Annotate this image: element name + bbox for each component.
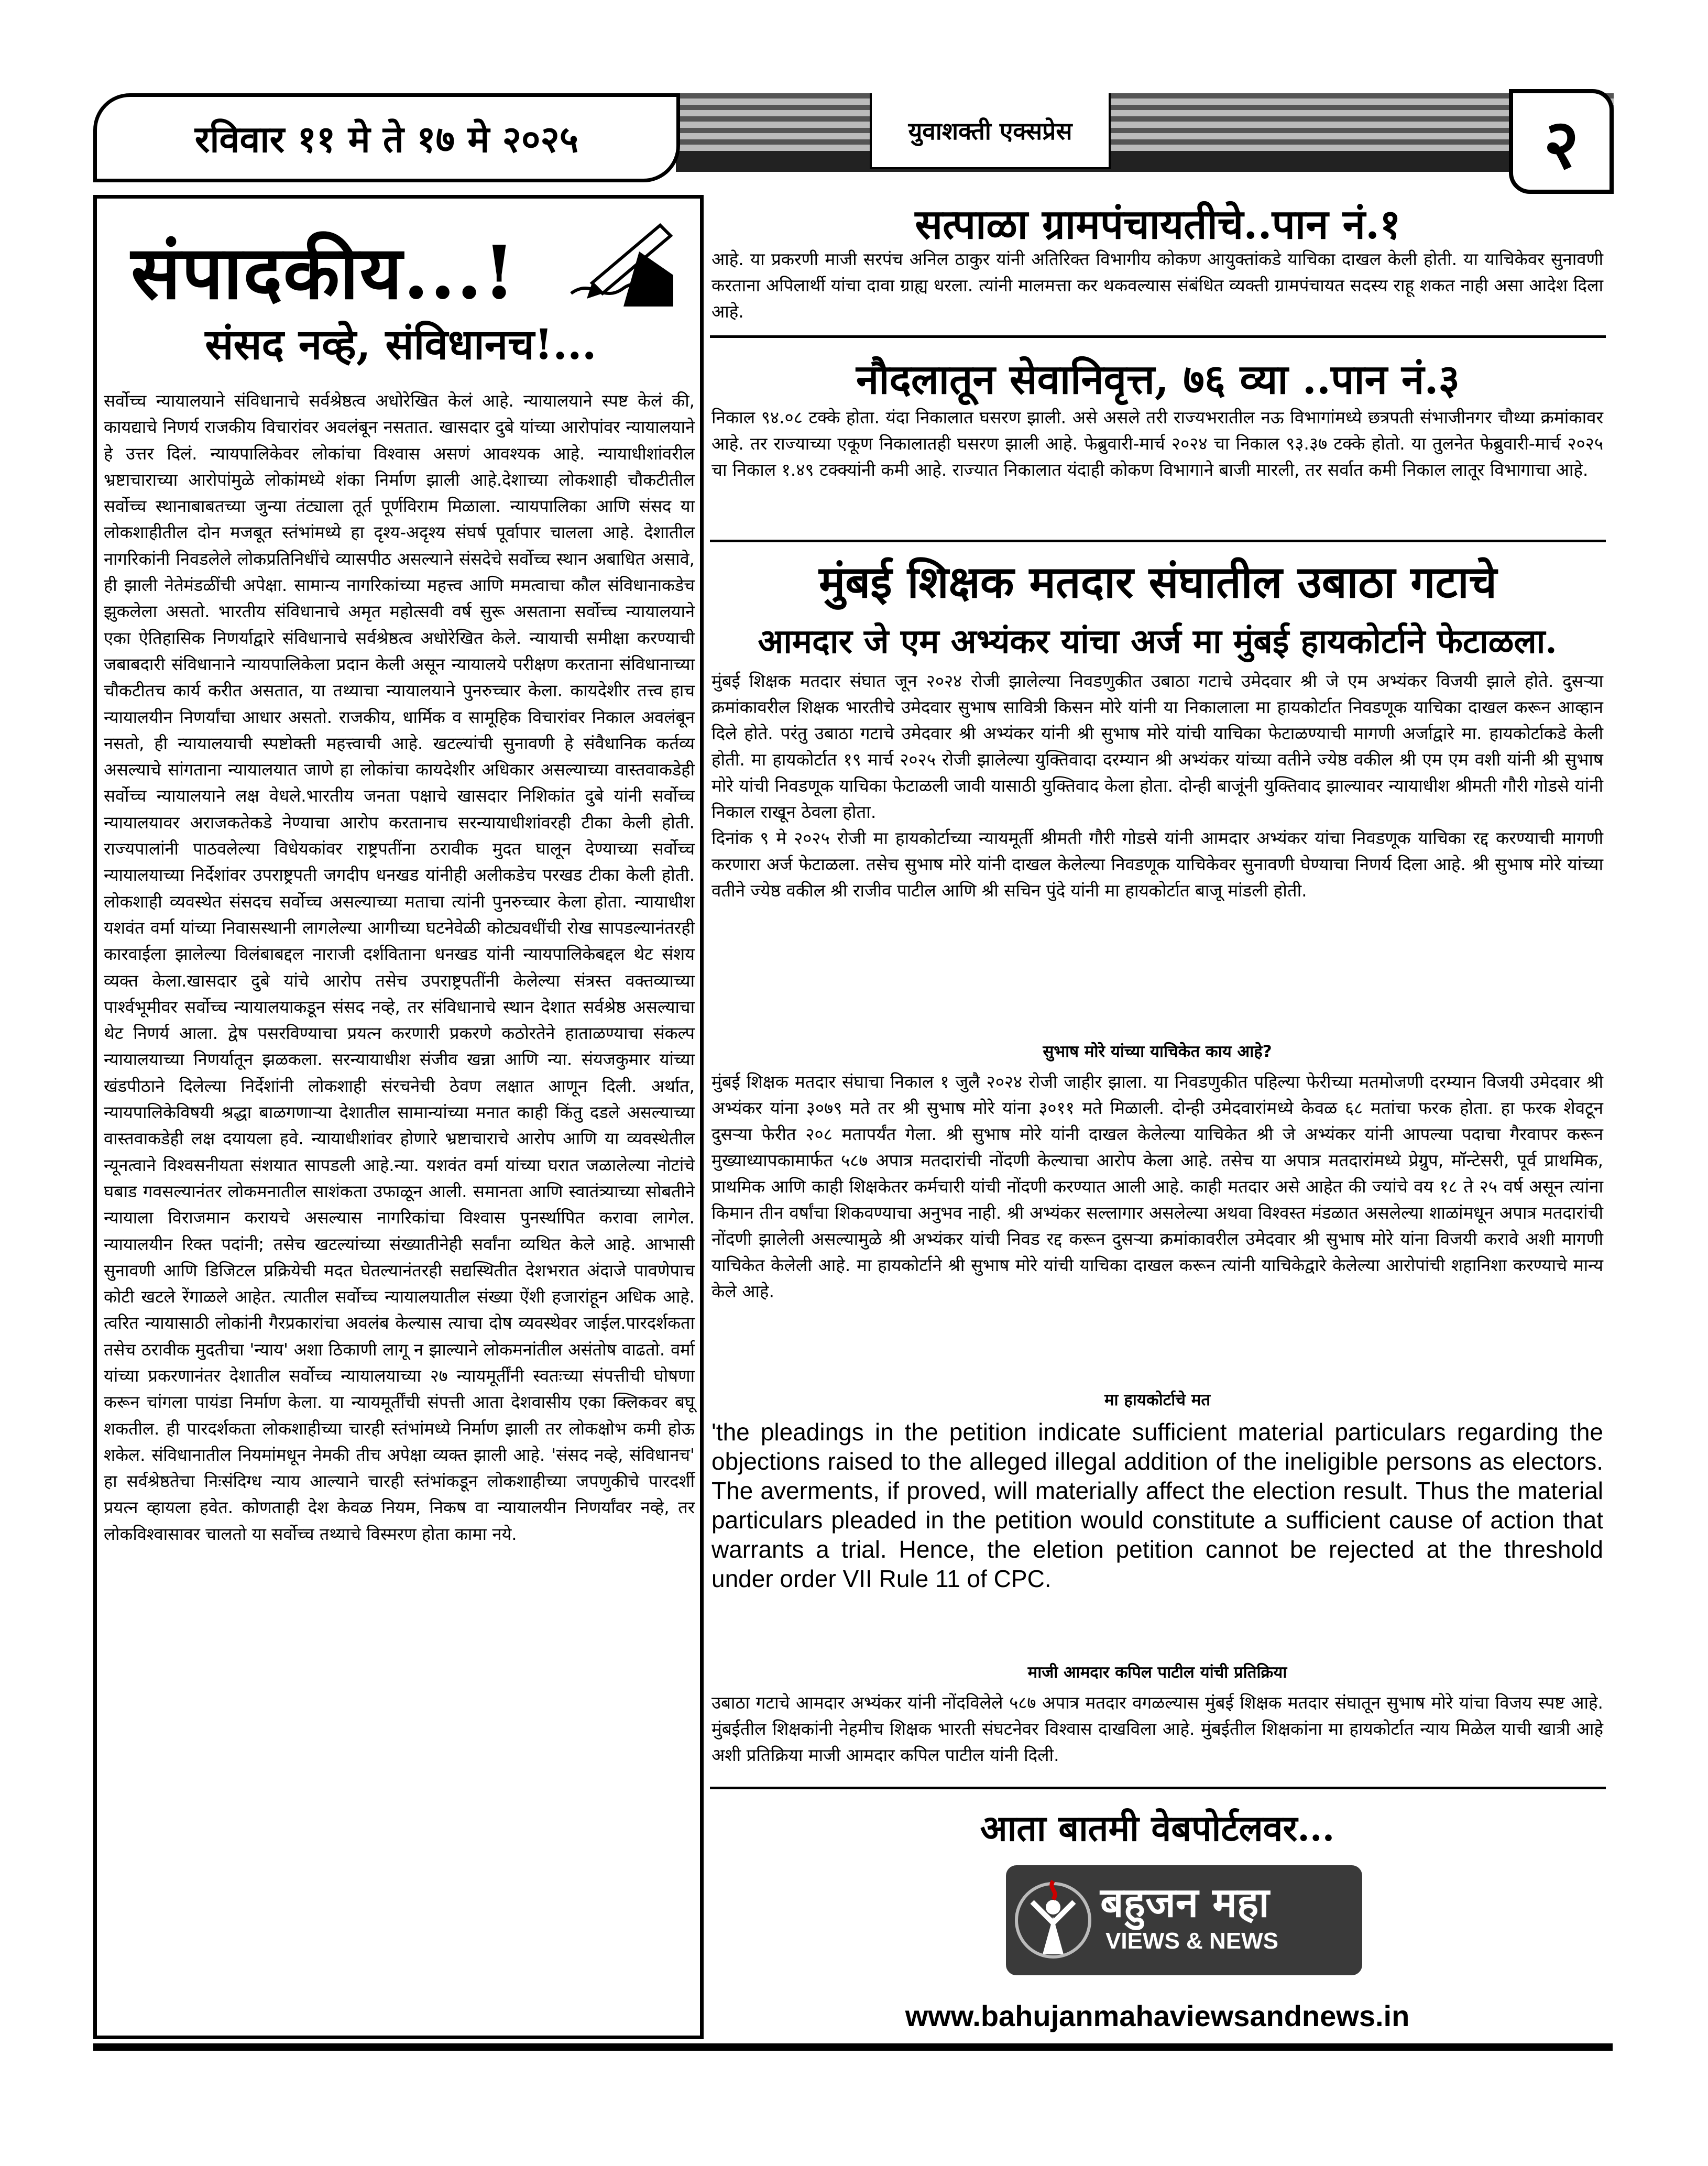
masthead-logo [870,93,1111,169]
divider [710,1787,1606,1789]
story3-paragraph: मुंबई शिक्षक मतदार संघाचा निकाल १ जुलै २०२४ रोजी जाहीर झाला. या निवडणुकीत पहिल्या फेरीच्या मतमोजणी दरम्यान विजयी उमेदवार श्री अभ्यंकर यांना ३०७९ मते तर श्री सुभाष मोरे यांना ३०११ मते मिळाली. दोन्ही उमेदवारांमध्ये केवळ ६८ मतांचा फरक होता. हा फरक शेवटून दुसऱ्या फेरीत २०८ मतापर्यंत गेला. श्री सुभाष मोरे यांनी दाखल केलेल्या याचिकेत श्री जे अभ्यंकर यांनी आपल्या पदाचा गैरवापर करून मुख्याध्यापकामार्फत ५८७ अपात्र मतदारांची नोंदणी केल्याचा आरोप केला आहे. तसेच या अपात्र मतदारांमध्ये प्रेग्रुप, मॉन्टेसरी, पूर्व प्राथमिक, प्राथमिक आणि काही शिक्षकेतर कर्मचारी यांची नोंदणी करण्यात आली आहे. काही मतदार असे आहेत की ज्यांचे वय १८ ते २५ वर्ष असून त्यांना किमान तीन वर्षांचा शिकवण्याचा अनुभव नाही. श्री अभ्यंकर सल्लागार असलेल्या अथवा विश्वस्त मंडळात असलेल्या शाळांमधून अपात्र मतदारांची नोंदणी झालेली असल्यामुळे श्री अभ्यंकर यांची निवड रद्द करून दुसऱ्या क्रमांकावरील उमेदवार श्री सुभाष मोरे यांना विजयी करावे अशी मागणी याचिकेत केलेली आहे. मा हायकोर्टाने श्री सुभाष मोरे यांची याचिका दाखल करून त्यांनी याचिकेद्वारे केलेल्या आरोपांची शहानिशा करण्याचे मान्य केले आहे. [711,1071,1603,1301]
story3-subtitle: आमदार जे एम अभ्यंकर यांचा अर्ज मा मुंबई हायकोर्टाने फेटाळला. [758,622,1557,661]
story1-title: सत्पाळा ग्रामपंचायतीचे..पान नं.१ [915,201,1401,248]
brand-tagline: VIEWS & NEWS [1105,1928,1279,1954]
date-box [93,93,680,182]
court-quote: 'the pleadings in the petition indicate sufficient material particulars regarding the objections raised to the alleged illegal addition of the ineligible persons as electors. The averments, if proved, will materially affect the election result. Thus the material particulars pleaded in the petition would constitute a sufficient cause of action that warrants a trial. Hence, the eletion petition cannot be rejected at the threshold under order VII Rule 11 of CPC. [711,1418,1603,1592]
page-number: २ [1543,104,1579,184]
editorial-body: सर्वोच्च न्यायालयाने संविधानाचे सर्वश्रेष्ठत्व अधोरेखित केलं आहे. न्यायालयाने स्पष्ट केलं की, कायद्याचे निणर्य राजकीय विचारांवर अवलंबून नसतात. खासदार दुबे यांच्या आरोपांवर न्यायालयाने हे उत्तर दिलं. न्यायपालिकेवर लोकांचा विश्वास असणं आवश्यक आहे. न्यायाधीशांवरील भ्रष्टाचाराच्या आरोपांमुळे लोकांमध्ये शंका निर्माण झाली आहे.देशाच्या लोकशाही चौकटीतील सर्वोच्च स्थानाबाबतच्या जुन्या तंट्याला तूर्त पूर्णविराम मिळाला. न्यायपालिका आणि संसद या लोकशाहीतील दोन मजबूत स्तंभांमध्ये हा दृश्य-अदृश्य संघर्ष पूर्वापार चालला आहे. देशातील नागरिकांनी निवडलेले लोकप्रतिनिधींचे व्यासपीठ असल्याने संसदेचे सर्वोच्च स्थान अबाधित असावे, ही झाली नेतेमंडळींची अपेक्षा. सामान्य नागरिकांच्या महत्त्व आणि ममत्वाचा कौल संविधानाकडेच झुकलेला असतो. भारतीय संविधानाचे अमृत महोत्सवी वर्ष सुरू असताना सर्वोच्च न्यायालयाने एका ऐतिहासिक निणर्याद्वारे संविधानाचे सर्वश्रेष्ठत्व अधोरेखित केले. न्यायाची समीक्षा करण्याची जबाबदारी संविधानाने न्यायपालिकेला प्रदान केली असून न्यायालये परीक्षण करताना संविधानाच्या चौकटीतच कार्य करीत असतात, या तथ्याचा न्यायालयाने पुनरुच्चार केला. कायदेशीर तत्त्व हाच न्यायालयीन निणर्यांचा आधार असतो. राजकीय, धार्मिक व सामूहिक विचारांवर निकाल अवलंबून नसतो, ही न्यायालयाची स्पष्टोक्ती महत्त्वाची आहे. खटल्यांची सुनावणी हे संवैधानिक कर्तव्य असल्याचे सांगताना न्यायालयात जाणे हा लोकांचा कायदेशीर अधिकार असल्याच्या वास्तवाकडेही सर्वोच्च न्यायालयाने लक्ष वेधले.भारतीय जनता पक्षाचे खासदार निशिकांत दुबे यांनी सर्वोच्च न्यायालयावर अराजकतेकडे नेण्याचा आरोप करतानाच सरन्यायाधीशांवरही टीका केली होती. राज्यपालांनी पाठवलेल्या विधेयकांवर राष्ट्रपतींना ठरावीक मुदत घालून देण्याच्या सर्वोच्च न्यायालयाच्या निर्देशांवर उपराष्ट्रपती जगदीप धनखड यांनीही अलीकडेच परखड टीका केली होती. लोकशाही व्यवस्थेत संसदच सर्वोच्च असल्याच्या मताचा त्यांनी पुनरुच्चार केला होता. न्यायाधीश यशवंत वर्मा यांच्या निवासस्थानी लागलेल्या आगीच्या घटनेवेळी कोट्यवधींची रोख सापडल्यानंतरही कारवाईला झालेल्या विलंबाबद्दल नाराजी दर्शविताना धनखड यांनी न्यायपालिकेबद्दल थेट संशय व्यक्त केला.खासदार दुबे यांचे आरोप तसेच उपराष्ट्रपतींनी केलेल्या संत्रस्त वक्तव्याच्या पार्श्वभूमीवर सर्वोच्च न्यायालयाकडून संसद नव्हे, तर संविधानाचे स्थान देशात सर्वश्रेष्ठ असल्याचा थेट निणर्य आला. द्वेष पसरविण्याचा प्रयत्न करणारी प्रकरणे कठोरतेने हाताळण्याचा संकल्प न्यायालयाच्या निणर्यातून झळकला. सरन्यायाधीश संजीव खन्ना आणि न्या. संयजकुमार यांच्या खंडपीठाने दिलेल्या निर्देशांनी लोकशाही संरचनेची ठेवण लक्षात आणून दिली. अर्थात, न्यायपालिकेविषयी श्रद्धा बाळगणाऱ्या देशातील सामान्यांच्या मनात काही किंतु दडले असल्याच्या वास्तवाकडेही लक्ष दयायला हवे. न्यायाधीशांवर होणारे भ्रष्टाचाराचे आरोप आणि या व्यवस्थेतील न्यूनत्वाने विश्वसनीयता संशयात सापडली आहे.न्या. यशवंत वर्मा यांच्या घरात जळालेल्या नोटांचे घबाड गवसल्यानंतर लोकमनातील साशंकता उफाळून आली. समानता आणि स्वातंत्र्याच्या सोबतीने न्यायाला विराजमान करायचे असल्यास नागरिकांचा विश्वास पुनर्स्थापित करावा लागेल. न्यायालयीन रिक्त पदांनी; तसेच खटल्यांच्या संख्यातीनेही सर्वांना व्यथित केले आहे. आभासी सुनावणी आणि डिजिटल प्रक्रियेची मदत घेतल्यानंतरही सद्यस्थितीत देशभरात अंदाजे पावणेपाच कोटी खटले रेंगाळले आहेत. त्यातील सर्वोच्च न्यायालयातील संख्या ऐंशी हजारांहून अधिक आहे. त्वरित न्यायासाठी लोकांनी गैरप्रकारांचा अवलंब केल्यास त्याचा दोष व्यवस्थेवर जाईल.पारदर्शकता तसेच ठरावीक मुदतीचा 'न्याय' अशा ठिकाणी लागू न झाल्याने लोकमनांतील असंतोष वाढतो. वर्मा यांच्या प्रकरणानंतर देशातील सर्वोच्च न्यायालयाच्या २७ न्यायमूर्तींनी स्वतःच्या संपत्तीची घोषणा करून चांगला पायंडा निर्माण केला. या न्यायमूर्तींची संपत्ती आता देशवासीय एका क्लिकवर बघू शकतील. ही पारदर्शकता लोकशाहीच्या चारही स्तंभांमध्ये निर्माण झाली तर लोकक्षोभ कमी होऊ शकेल. संविधानातील नियमांमधून नेमकी तीच अपेक्षा व्यक्त झाली आहे. 'संसद नव्हे, संविधानच' हा सर्वश्रेष्ठतेचा निःसंदिग्ध न्याय आल्याने चारही स्तंभांकडून लोकशाहीच्या जपणुकीचे पारदर्शी प्रयत्न व्हायला हवेत. कोणताही देश केवळ नियम, निकष वा न्यायालयीन निणर्यांवर नव्हे, तर लोकविश्वासावर चालतो या सर्वोच्च तथ्याचे विस्मरण होता कामा नये. [104,391,695,1544]
editorial-heading: संपादकीय...! [131,230,517,316]
divider [710,335,1606,338]
portal-heading: आता बातमी वेबपोर्टलवर... [980,1808,1335,1850]
story3-paragraph: उबाठा गटाचे आमदार अभ्यंकर यांनी नोंदविलेले ५८७ अपात्र मतदार वगळल्यास मुंबई शिक्षक मतदार संघातून सुभाष मोरे यांचा विजय स्पष्ट आहे. मुंबईतील शिक्षकांनी नेहमीच शिक्षक भारती संघटनेवर विश्वास दाखविला आहे. मुंबईतील शिक्षकांना मा हायकोर्टात न्याय मिळेल याची खात्री आहे अशी प्रतिक्रिया माजी आमदार कपिल पाटील यांनी दिली. [711,1692,1603,1765]
story3-subheading: मा हायकोर्टाचे मत [1104,1391,1210,1409]
pen-writing-icon [561,215,681,314]
divider [710,540,1606,542]
website-url[interactable]: www.bahujanmahaviewsandnews.in [905,1999,1410,2032]
page-number-box [1509,89,1614,194]
story1-body: आहे. या प्रकरणी माजी सरपंच अनिल ठाकुर यांनी अतिरिक्त विभागीय कोकण आयुक्तांकडे याचिका दाखल केली होती. या याचिकेवर सुनावणी करताना अपिलार्थी यांचा दावा ग्राह्य धरला. त्यांनी मालमत्ता कर थकवल्यास संबंधित व्यक्ती ग्रामपंचायत सदस्य राहू शकत नाही असा आदेश दिला आहे. [711,249,1603,322]
story3-paragraph: मुंबई शिक्षक मतदार संघात जून २०२४ रोजी झालेल्या निवडणुकीत उबाठा गटाचे उमेदवार श्री जे एम अभ्यंकर विजयी झाले होते. दुसऱ्या क्रमांकावरील शिक्षक भारतीचे उमेदवार सुभाष सावित्री किसन मोरे यांनी या निकालाला मा हायकोर्टात निवडणूक याचिका दाखल करून आव्हान दिले होते. परंतु उबाठा गटाचे उमेदवार श्री अभ्यंकर यांनी श्री सुभाष मोरे यांची याचिका फेटाळण्याची मागणी अर्जाद्वारे मा. हायकोर्टाकडे केली होती. मा हायकोर्टात १९ मार्च २०२५ रोजी झालेल्या युक्तिवादा दरम्यान श्री अभ्यंकर यांच्या वतीने ज्येष्ठ वकील श्री एम एम वशी यांनी श्री सुभाष मोरे यांची निवडणूक याचिका फेटाळली जावी यासाठी युक्तिवाद केला होता. दोन्ही बाजूंनी युक्तिवाद झाल्यावर न्यायाधीश श्रीमती गौरी गोडसे यांनी निकाल राखून ठेवला होता. [711,671,1603,822]
story3-title: मुंबई शिक्षक मतदार संघातील उबाठा गटाचे [819,556,1497,608]
brand-name: बहुजन महा [1100,1879,1269,1927]
story3-subheading: सुभाष मोरे यांच्या याचिकेत काय आहे? [1043,1042,1272,1061]
masthead-bar [676,93,1614,172]
story2-title: नौदलातून सेवानिवृत्त, ७६ व्या ..पान नं.३ [856,356,1460,403]
people-torch-icon [1011,1870,1095,1970]
story3-subheading: माजी आमदार कपिल पाटील यांची प्रतिक्रिया [1027,1663,1287,1682]
footer-rule [93,2043,1613,2051]
story3-paragraph: दिनांक ९ मे २०२५ रोजी मा हायकोर्टाच्या न्यायमूर्ती श्रीमती गौरी गोडसे यांनी आमदार अभ्यंकर यांचा निवडणूक याचिका रद्द करण्याची मागणी करणारा अर्ज फेटाळला. तसेच सुभाष मोरे यांनी दाखल केलेल्या निवडणूक याचिकेवर सुनावणी घेण्याचा निणर्य दिला आहे. श्री सुभाष मोरे यांच्या वतीने ज्येष्ठ वकील श्री राजीव पाटील आणि श्री सचिन पुंदे यांनी मा हायकोर्टात बाजू मांडली होती. [711,828,1603,901]
editorial-title: संसद नव्हे, संविधानच!... [205,320,597,369]
story3-body [711,668,1603,904]
masthead-name: युवाशक्ती एक्सप्रेस [908,116,1072,145]
issue-date: रविवार ११ मे ते १७ मे २०२५ [194,117,579,161]
story2-body: निकाल ९४.०८ टक्के होता. यंदा निकालात घसरण झाली. असे असले तरी राज्यभरातील नऊ विभागांमध्ये छत्रपती संभाजीनगर चौथ्या क्रमांकावर आहे. तर राज्याच्या एकूण निकालातही घसरण झाली आहे. फेब्रुवारी-मार्च २०२४ चा निकाल ९३.३७ टक्के होतो. या तुलनेत फेब्रुवारी-मार्च २०२५ चा निकाल १.४९ टक्क्यांनी कमी आहे. राज्यात निकालात यंदाही कोकण विभागाने बाजी मारली, तर सर्वात कमी निकाल लातूर विभागाचा आहे. [711,407,1603,480]
